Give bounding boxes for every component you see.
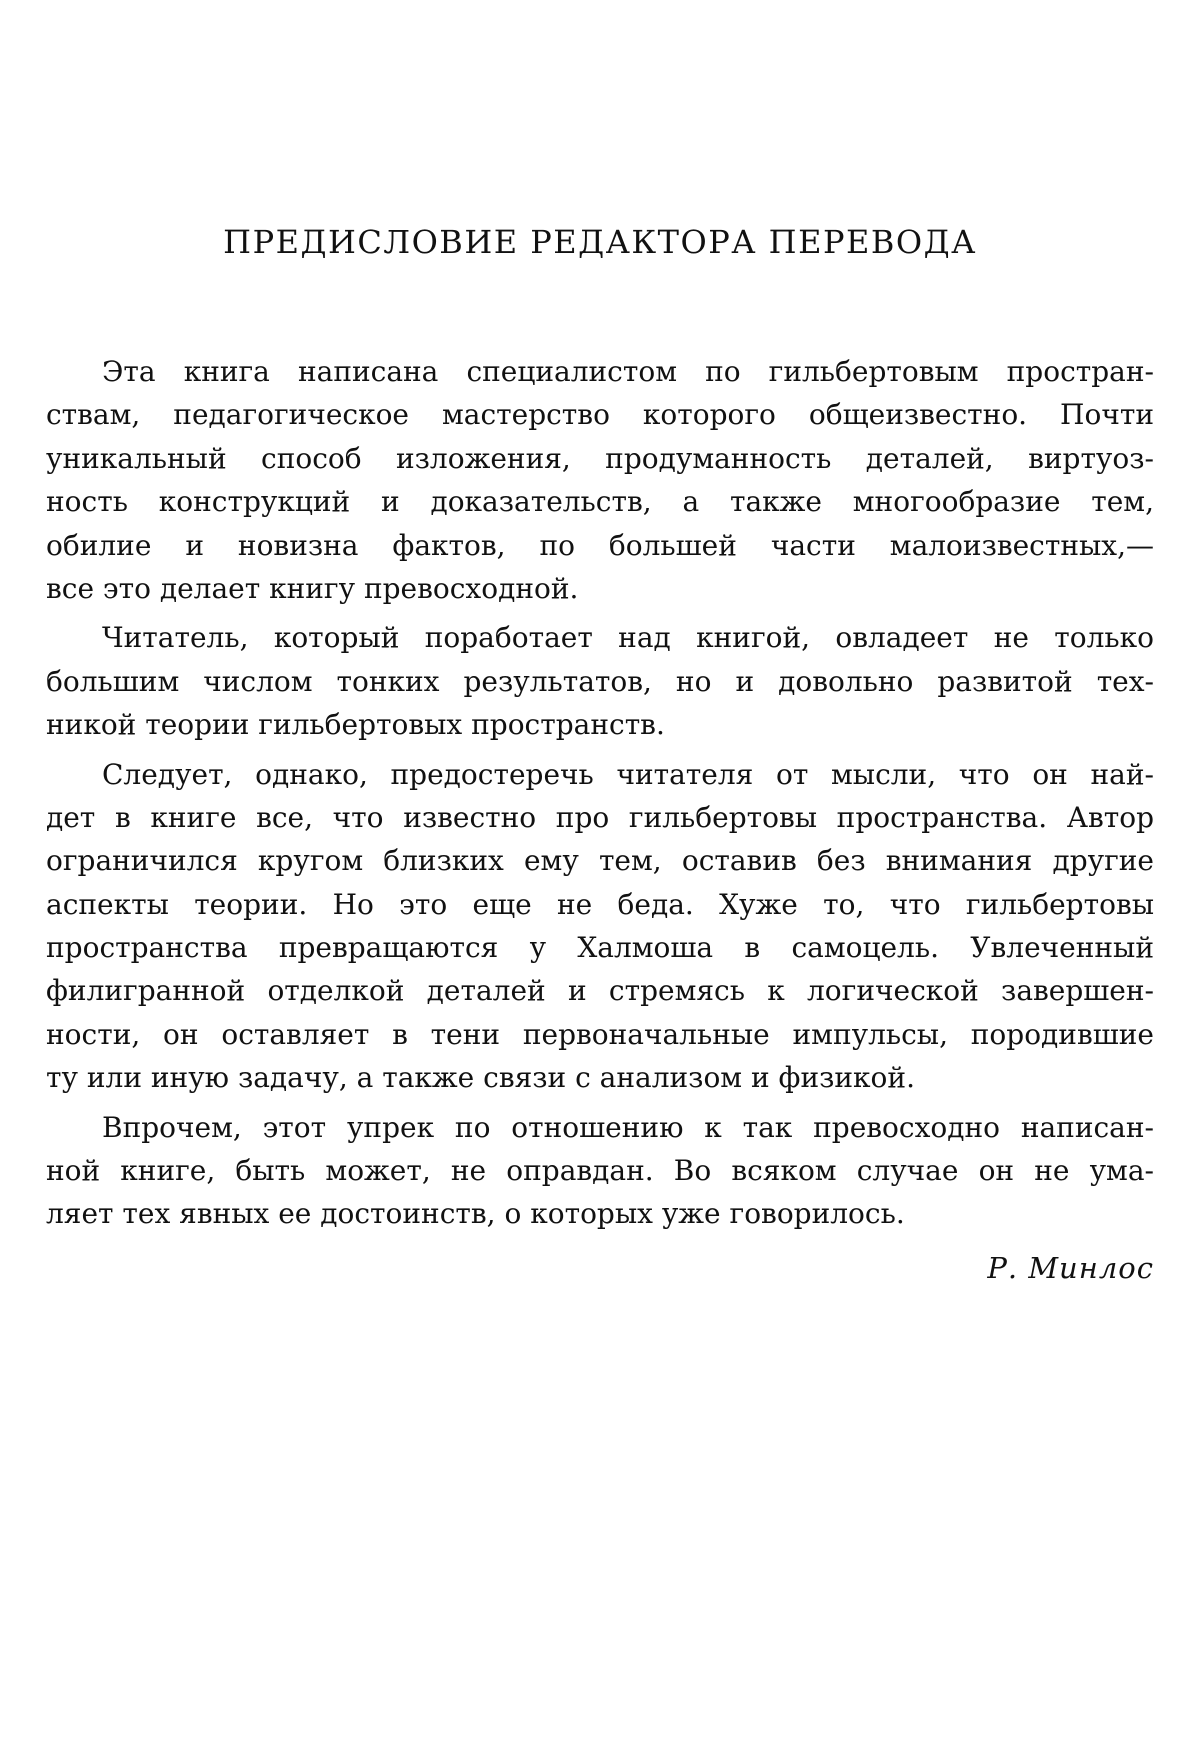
text-line: дет в книге все, что известно про гильбертовы пространства. Автор bbox=[46, 800, 1154, 834]
paragraph bbox=[46, 350, 1154, 610]
text-line: большим числом тонких результатов, но и довольно развитой тех- bbox=[46, 664, 1154, 698]
text-line: Эта книга написана специалистом по гильбертовым простран- bbox=[102, 355, 1154, 388]
paragraph bbox=[46, 753, 1154, 1100]
text-line: аспекты теории. Но это еще не беда. Хуже то, что гильбертовы bbox=[46, 887, 1154, 921]
text-line: обилие и новизна фактов, по большей части малоизвестных,— bbox=[46, 528, 1154, 562]
text-line: ляет тех явных ее достоинств, о которых уже говорилось. bbox=[46, 1197, 905, 1231]
text-line: ствам, педагогическое мастерство которого общеизвестно. Почти bbox=[46, 398, 1154, 432]
text-line: Впрочем, этот упрек по отношению к так превосходно написан- bbox=[102, 1110, 1154, 1144]
text-line: ность конструкций и доказательств, а также многообразие тем, bbox=[46, 485, 1154, 519]
paragraph bbox=[46, 616, 1154, 746]
text-line: все это делает книгу превосходной. bbox=[46, 571, 579, 605]
text-line: Следует, однако, предостеречь читателя от мысли, что он най- bbox=[102, 757, 1154, 791]
text-line: уникальный способ изложения, продуманность деталей, виртуоз- bbox=[46, 441, 1154, 475]
paragraph bbox=[46, 1106, 1154, 1236]
preface-body bbox=[46, 350, 1154, 1236]
page-title: ПРЕДИСЛОВИЕ РЕДАКТОРА ПЕРЕВОДА bbox=[223, 223, 977, 261]
text-line: никой теории гильбертовых пространств. bbox=[46, 708, 665, 742]
signature: Р. Минлос bbox=[987, 1251, 1154, 1285]
text-line: пространства превращаются у Халмоша в самоцель. Увлеченный bbox=[46, 931, 1154, 965]
text-line: филигранной отделкой деталей и стремясь к логической завершен- bbox=[46, 974, 1154, 1008]
text-line: ной книге, быть может, не оправдан. Во всяком случае он не ума- bbox=[46, 1154, 1154, 1188]
text-line: ности, он оставляет в тени первоначальные импульсы, породившие bbox=[46, 1017, 1154, 1051]
text-line: ту или иную задачу, а также связи с анализом и физикой. bbox=[46, 1061, 915, 1095]
text-line: ограничился кругом близких ему тем, оставив без внимания другие bbox=[46, 844, 1154, 878]
text-line: Читатель, который поработает над книгой, овладеет не только bbox=[102, 621, 1154, 655]
